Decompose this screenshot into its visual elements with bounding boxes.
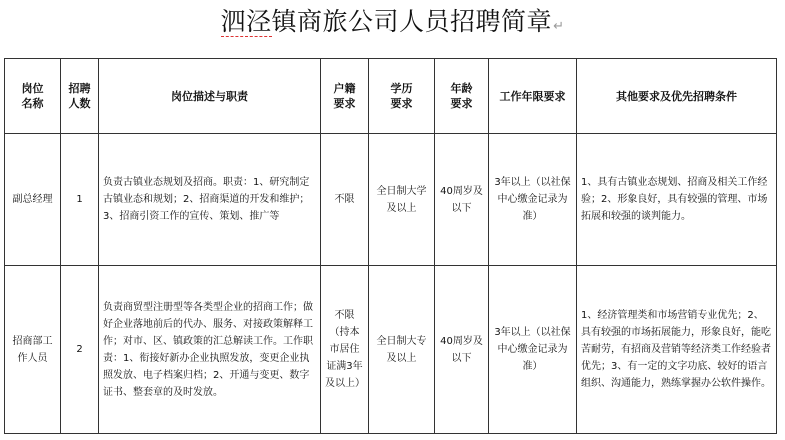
cell-count: 2 [61, 266, 99, 434]
cell-count: 1 [61, 134, 99, 266]
header-age: 年龄 要求 [435, 59, 489, 134]
table-row [5, 134, 777, 266]
cell-desc: 负责古镇业态规划及招商。职责：1、研究制定古镇业态和规划；2、招商渠道的开发和维护；3、招商引资工作的宣传、策划、推广等 [99, 134, 321, 266]
header-edu: 学历 要求 [369, 59, 435, 134]
cell-hukou: 不限 [321, 134, 369, 266]
cell-age: 40周岁及以下 [435, 134, 489, 266]
header-other: 其他要求及优先招聘条件 [577, 59, 777, 134]
header-position: 岗位 名称 [5, 59, 61, 134]
paragraph-mark: ↵ [553, 19, 565, 34]
cell-years: 3年以上（以社保中心缴金记录为准） [489, 266, 577, 434]
cell-age: 40周岁及以下 [435, 266, 489, 434]
cell-edu: 全日制大学及以上 [369, 134, 435, 266]
cell-other: 1、具有古镇业态规划、招商及相关工作经验；2、形象良好，具有较强的管理、市场拓展和较强的谈判能力。 [577, 134, 777, 266]
cell-position: 副总经理 [5, 134, 61, 266]
page-title [0, 2, 785, 38]
header-desc: 岗位描述与职责 [99, 59, 321, 134]
header-row [5, 59, 777, 134]
title-rest: 镇商旅公司人员招聘简章 [271, 7, 553, 36]
header-years: 工作年限要求 [489, 59, 577, 134]
header-count: 招聘 人数 [61, 59, 99, 134]
cell-other: 1、经济管理类和市场营销专业优先；2、具有较强的市场拓展能力，形象良好，能吃苦耐劳，有招商及营销等经济类工作经验者优先；3、有一定的文字功底、较好的语言组织、沟通能力，熟练掌握办公软件操作。 [577, 266, 777, 434]
cell-years: 3年以上（以社保中心缴金记录为准） [489, 134, 577, 266]
table-row [5, 266, 777, 434]
cell-desc: 负责商贸型注册型等各类型企业的招商工作；做好企业落地前后的代办、服务、对接政策解释工作；对市、区、镇政策的汇总解读工作。工作职责：1、衔接好新办企业执照发放，变更企业执照发放、电子档案归档；2、开通与变更、数字证书、整套章的及时发放。 [99, 266, 321, 434]
cell-position: 招商部工作人员 [5, 266, 61, 434]
recruitment-table [4, 58, 777, 434]
cell-edu: 全日制大专及以上 [369, 266, 435, 434]
title-underlined-part: 泗泾 [220, 7, 272, 36]
header-hukou: 户籍 要求 [321, 59, 369, 134]
cell-hukou: 不限（持本市居住证满3年及以上） [321, 266, 369, 434]
